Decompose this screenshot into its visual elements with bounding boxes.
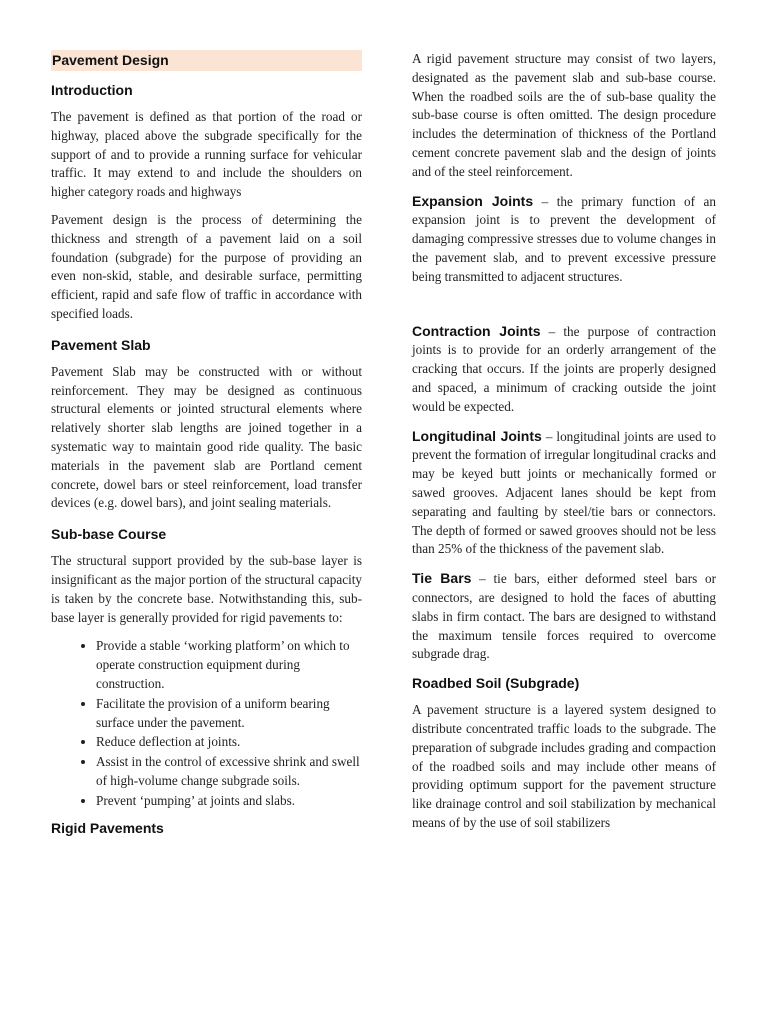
rigid-pavements-heading: Rigid Pavements — [51, 819, 164, 836]
expansion-joints-text: – the primary function of an expansion joint is to prevent the development of damaging compressive stresses due to volume changes in the pavement slab, and to prevent excessive pressure being transmitted to adjacent structures. — [412, 193, 716, 284]
expansion-joints-paragraph — [412, 192, 716, 287]
introduction-paragraph-2: Pavement design is the process of determining the thickness and strength of a pavement laid on a soil foundation (subgrade) for the purpose of providing an even non-skid, stable, and desirable surface, permitting efficient, rapid and safe flow of traffic in accordance with specified loads. — [51, 211, 362, 321]
list-item: • Assist in the control of excessive shrink and swell of high-volume change subgrade soils. — [96, 753, 362, 791]
longitudinal-joints-term: Longitudinal Joints — [412, 427, 542, 444]
list-item: • Prevent ‘pumping’ at joints and slabs. — [96, 792, 362, 811]
tie-bars-term: Tie Bars — [412, 570, 472, 587]
introduction-heading: Introduction — [51, 82, 133, 98]
roadbed-soil-paragraph: A pavement structure is a layered system designed to distribute concentrated traffic loads to the subgrade. The preparation of subgrade includes grading and compaction of the roadbed soils and may include other means of providing optimum support for the pavement structure like drainage control and soil stabilization by mechanical means of by the use of soil stabilizers — [412, 702, 716, 830]
tie-bars-paragraph — [412, 569, 716, 664]
list-item: • Facilitate the provision of a uniform bearing surface under the pavement. — [96, 695, 362, 733]
sub-base-course-heading: Sub-base Course — [51, 526, 167, 543]
right-column — [412, 50, 716, 833]
tie-bars-text: – tie bars, either deformed steel bars or connectors, are designed to hold the faces of abutting slabs in firm contact. The bars are designed to withstand the maximum tensile forces required to overcome subgrade drag. — [412, 571, 716, 662]
document-title: Pavement Design — [51, 50, 362, 71]
longitudinal-joints-paragraph — [412, 427, 716, 560]
contraction-joints-paragraph — [412, 322, 716, 417]
contraction-joints-term: Contraction Joints — [412, 322, 541, 339]
roadbed-soil-heading: Roadbed Soil (Subgrade) — [412, 675, 580, 692]
rigid-pavements-paragraph: A rigid pavement structure may consist of two layers, designated as the pavement slab and sub-base course. When the roadbed soils are the of sub-base quality the sub-base course is often omitted. The design procedure includes the determination of thickness of the Portland cement concrete pavement slab and the design of joints and of the steel reinforcement. — [412, 51, 716, 179]
list-item: • Provide a stable ‘working platform’ on which to operate construction equipment during construction. — [96, 637, 362, 693]
sub-base-course-paragraph: The structural support provided by the sub-base layer is insignificant as the major portion of the structural capacity is taken by the concrete base. Notwithstanding this, sub-base layer is generally provided for rigid pavements to: — [51, 553, 362, 625]
longitudinal-joints-text: – longitudinal joints are used to prevent the formation of irregular longitudinal cracks and may be keyed butt joints or mechanically formed or sawed grooves. Adjacent lanes should be kept from separating and faulting by steel/tie bars or connectors. The depth of formed or sawed grooves should not be less than 25% of the thickness of the pavement slab. — [412, 428, 716, 557]
introduction-paragraph-1: The pavement is defined as that portion of the road or highway, placed above the subgrade specifically for the support of and to provide a running surface for vehicular traffic. It may extend to and include the shoulders on higher category roads and highways — [51, 109, 362, 200]
expansion-joints-term: Expansion Joints — [412, 192, 534, 209]
left-column — [51, 50, 362, 837]
sub-base-purpose-list — [51, 637, 362, 810]
list-item: • Reduce deflection at joints. — [96, 733, 362, 752]
pavement-slab-heading: Pavement Slab — [51, 336, 151, 353]
contraction-joints-text: – the purpose of contraction joints is to provide for an orderly arrangement of the cracking that occurs. If the joints are properly designed and spaced, a minimum of cracking outside the joint would be expected. — [412, 323, 716, 414]
pavement-slab-paragraph: Pavement Slab may be constructed with or without reinforcement. They may be designed as continuous structural elements or jointed structural elements where relatively shorter slab lengths are joined together in a systematic way to maintain good ride quality. The basic materials in the pavement slab are Portland cement concrete, dowel bars or steel reinforcement, load transfer devices (e.g. dowel bars), and joint sealing materials. — [51, 363, 362, 511]
